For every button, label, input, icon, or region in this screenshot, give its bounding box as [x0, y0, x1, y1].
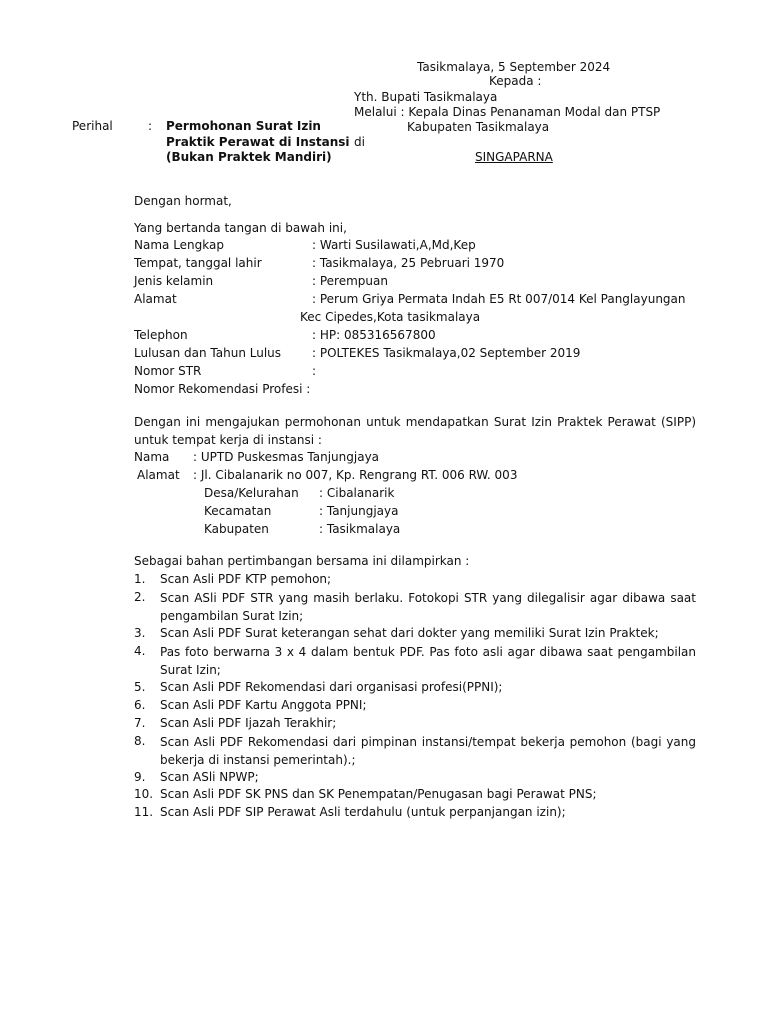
- field-value: : Tasikmalaya, 25 Pebruari 1970: [312, 256, 505, 270]
- via-line: Melalui : Kepala Dinas Penanaman Modal dan PTSP: [354, 105, 661, 119]
- detail-label: Kecamatan: [204, 504, 272, 518]
- field-label: Tempat, tanggal lahir: [134, 256, 262, 270]
- field-label: Nomor Rekomendasi Profesi :: [134, 382, 311, 396]
- intro-line: Yang bertanda tangan di bawah ini,: [134, 221, 347, 235]
- list-number: 6.: [134, 698, 146, 712]
- field-value: : HP: 085316567800: [312, 328, 436, 342]
- place-date: Tasikmalaya, 5 September 2024: [417, 60, 611, 74]
- list-number: 2.: [134, 590, 146, 604]
- list-number: 4.: [134, 644, 146, 658]
- list-item: Scan Asli PDF Rekomendasi dari pimpinan instansi/tempat bekerja pemohon (bagi yang bekerja di instansi pemerintah).;: [160, 735, 696, 767]
- institution-name-value: : UPTD Puskesmas Tanjungjaya: [193, 450, 380, 464]
- field-label: Lulusan dan Tahun Lulus: [134, 346, 282, 360]
- field-value: :: [312, 364, 317, 378]
- field-value: : Perempuan: [312, 274, 388, 288]
- field-label: Nama Lengkap: [134, 238, 224, 252]
- field-label: Alamat: [134, 292, 177, 306]
- institution-address-value: : Jl. Cibalanarik no 007, Kp. Rengrang RT. 006 RW. 003: [193, 468, 518, 482]
- list-number: 5.: [134, 680, 146, 694]
- perihal-line: Praktik Perawat di Instansi: [166, 135, 350, 149]
- field-label: Nomor STR: [134, 364, 202, 378]
- list-number: 1.: [134, 572, 146, 586]
- list-item: Scan Asli PDF SK PNS dan SK Penempatan/Penugasan bagi Perawat PNS;: [160, 787, 597, 801]
- list-item: Scan Asli PDF Rekomendasi dari organisasi profesi(PPNI);: [160, 680, 503, 694]
- field-value: : Perum Griya Permata Indah E5 Rt 007/014 Kel Panglayungan: [312, 292, 686, 306]
- attachments-intro: Sebagai bahan pertimbangan bersama ini dilampirkan :: [134, 554, 470, 568]
- detail-value: : Cibalanarik: [319, 486, 395, 500]
- perihal-colon: :: [148, 119, 153, 133]
- list-number: 7.: [134, 716, 146, 730]
- list-number: 11.: [134, 805, 154, 819]
- institution-name-label: Nama: [134, 450, 170, 464]
- kepada-label: Kepada :: [489, 74, 542, 88]
- list-number: 10.: [134, 787, 154, 801]
- detail-value: : Tanjungjaya: [319, 504, 399, 518]
- field-value: : Warti Susilawati,A,Md,Kep: [312, 238, 476, 252]
- institution-address-label: Alamat: [137, 468, 180, 482]
- detail-label: Kabupaten: [204, 522, 269, 536]
- list-item: Pas foto berwarna 3 x 4 dalam bentuk PDF. Pas foto asli agar dibawa saat pengambilan Surat Izin;: [160, 645, 696, 677]
- field-label: Telephon: [134, 328, 188, 342]
- field-label: Jenis kelamin: [134, 274, 214, 288]
- field-value: : POLTEKES Tasikmalaya,02 September 2019: [312, 346, 581, 360]
- perihal-label: Perihal: [72, 119, 113, 133]
- field-value-cont: Kec Cipedes,Kota tasikmalaya: [300, 310, 481, 324]
- list-item: Scan Asli PDF Ijazah Terakhir;: [160, 716, 337, 730]
- list-number: 9.: [134, 770, 146, 784]
- destination-city: SINGAPARNA: [475, 150, 553, 164]
- list-number: 8.: [134, 734, 146, 748]
- perihal-line: Permohonan Surat Izin: [166, 119, 321, 133]
- greeting: Dengan hormat,: [134, 194, 232, 208]
- perihal-line: (Bukan Praktek Mandiri): [166, 150, 332, 164]
- list-item: Scan Asli PDF Surat keterangan sehat dari dokter yang memiliki Surat Izin Praktek;: [160, 626, 659, 640]
- recipient: Yth. Bupati Tasikmalaya: [354, 90, 498, 104]
- via-line-cont: Kabupaten Tasikmalaya: [407, 120, 550, 134]
- list-item: Scan ASli PDF STR yang masih berlaku. Fotokopi STR yang dilegalisir agar dibawa saat pengambilan Surat Izin;: [160, 591, 696, 623]
- detail-value: : Tasikmalaya: [319, 522, 401, 536]
- list-item: Scan Asli PDF KTP pemohon;: [160, 572, 332, 586]
- list-item: Scan Asli PDF SIP Perawat Asli terdahulu (untuk perpanjangan izin);: [160, 805, 566, 819]
- list-number: 3.: [134, 626, 146, 640]
- detail-label: Desa/Kelurahan: [204, 486, 299, 500]
- list-item: Scan ASli NPWP;: [160, 770, 259, 784]
- list-item: Scan Asli PDF Kartu Anggota PPNI;: [160, 698, 367, 712]
- di-label: di: [354, 135, 365, 149]
- request-paragraph: Dengan ini mengajukan permohonan untuk mendapatkan Surat Izin Praktek Perawat (SIPP) untuk tempat kerja di instansi :: [134, 415, 696, 447]
